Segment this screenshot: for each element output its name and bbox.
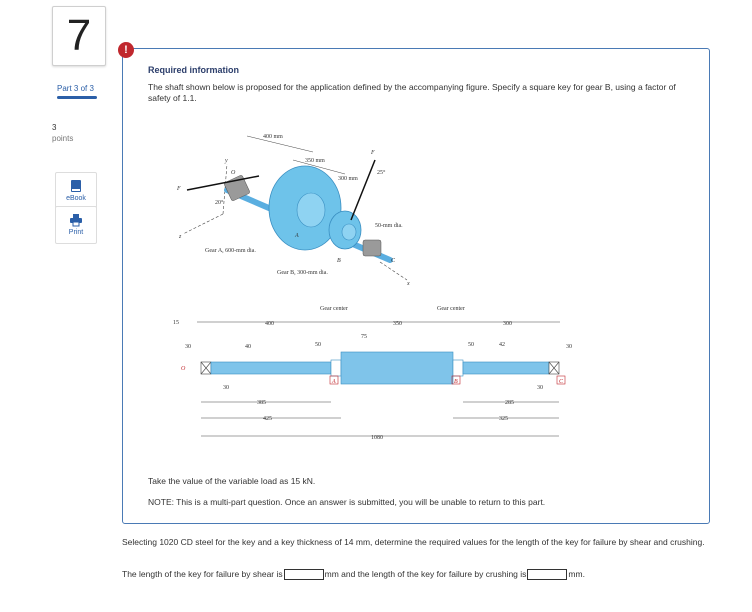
dim-350: 350 bbox=[393, 321, 402, 327]
shear-length-input[interactable] bbox=[284, 569, 324, 580]
dia-40: 40 bbox=[245, 344, 251, 350]
dim-1080: 1080 bbox=[371, 435, 383, 441]
required-heading: Required information bbox=[148, 65, 240, 75]
points-block bbox=[52, 122, 73, 144]
bearing-c bbox=[363, 240, 381, 256]
print-label: Print bbox=[68, 229, 84, 236]
printer-icon bbox=[69, 213, 83, 227]
selecting-text: Selecting 1020 CD steel for the key and a key thickness of 14 mm, determine the required values for the length of the key for failure by shear and crushing. bbox=[122, 537, 705, 547]
keyseat-b bbox=[453, 360, 463, 376]
ebook-button[interactable] bbox=[55, 172, 97, 210]
answer-prefix: The length of the key for failure by shear is bbox=[122, 569, 283, 579]
dim-300mm: 300 mm bbox=[338, 176, 358, 182]
dim-400: 400 bbox=[265, 321, 274, 327]
shaft-seg-75 bbox=[341, 352, 453, 384]
answer-row bbox=[122, 569, 585, 580]
gear-a-hub bbox=[297, 193, 325, 227]
problem-description: The shaft shown below is proposed for the application defined by the accompanying figure. Specify a square key for gear B, using a factor of safety of 1.1. bbox=[148, 82, 676, 103]
isometric-drawing bbox=[176, 134, 410, 287]
answer-middle: mm and the length of the key for failure by crushing is bbox=[324, 569, 527, 579]
label-z: z bbox=[179, 234, 182, 240]
label-c-top: C bbox=[391, 258, 396, 264]
dia-75: 75 bbox=[361, 334, 367, 340]
keyseat-a bbox=[331, 360, 341, 376]
crushing-length-input[interactable] bbox=[527, 569, 567, 580]
dim-400mm: 400 mm bbox=[263, 134, 283, 140]
multipart-note: NOTE: This is a multi-part question. Once an answer is submitted, you will be unable to return to this part. bbox=[148, 497, 546, 507]
gear-b-hub bbox=[342, 224, 356, 240]
dia-50-left: 50 bbox=[315, 342, 321, 348]
dia-50-right: 50 bbox=[468, 342, 474, 348]
z-axis bbox=[183, 214, 223, 234]
force-fb-arrow bbox=[351, 160, 375, 220]
label-a-top: A bbox=[295, 233, 299, 239]
dia-30-left: 30 bbox=[185, 344, 191, 350]
label-o-top: O bbox=[231, 170, 236, 176]
dim-325: 325 bbox=[499, 416, 508, 422]
dim-425: 425 bbox=[263, 416, 272, 422]
gear-a-label: Gear A, 600-mm dia. bbox=[205, 248, 256, 254]
shaft-seg-42 bbox=[463, 362, 549, 374]
label-c-bottom: C bbox=[559, 379, 564, 385]
points-label: points bbox=[52, 134, 74, 143]
dia-50mm: 50-mm dia. bbox=[375, 223, 403, 229]
dim-300: 300 bbox=[503, 321, 512, 327]
answer-suffix: mm. bbox=[568, 569, 585, 579]
variable-load-text: Take the value of the variable load as 15 kN. bbox=[148, 476, 316, 486]
book-icon bbox=[69, 179, 83, 193]
label-a-bottom: A bbox=[332, 379, 336, 385]
angle-20: 20° bbox=[215, 200, 224, 206]
x-axis bbox=[380, 262, 407, 280]
ebook-label: eBook bbox=[66, 195, 86, 202]
part-label: Part 3 of 3 bbox=[57, 84, 94, 93]
question-number: 7 bbox=[52, 6, 106, 66]
shaft-seg-40 bbox=[211, 362, 331, 374]
angle-25: 25° bbox=[377, 170, 386, 176]
alert-icon: ! bbox=[118, 42, 134, 58]
dimensioned-drawing bbox=[173, 306, 572, 441]
gear-center-right: Gear center bbox=[437, 306, 465, 312]
part-progress-bar bbox=[57, 96, 97, 99]
gear-center-left: Gear center bbox=[320, 306, 348, 312]
dim-350mm: 350 mm bbox=[305, 158, 325, 164]
label-fa: F bbox=[177, 186, 181, 192]
dim-285: 285 bbox=[505, 400, 514, 406]
dim-385: 385 bbox=[257, 400, 266, 406]
label-o-bottom: O bbox=[181, 366, 186, 372]
gear-b-label: Gear B, 300-mm dia. bbox=[277, 270, 328, 276]
label-y: y bbox=[225, 158, 228, 164]
dia-30-right: 30 bbox=[566, 344, 572, 350]
dia-42: 42 bbox=[499, 342, 505, 348]
points-value: 3 bbox=[52, 123, 57, 132]
dim-30-bottom-left: 30 bbox=[223, 385, 229, 391]
dim-30-bottom-right: 30 bbox=[537, 385, 543, 391]
label-b-top: B bbox=[337, 258, 341, 264]
dim-15: 15 bbox=[173, 320, 179, 326]
label-fb: F bbox=[371, 150, 375, 156]
print-button[interactable] bbox=[55, 206, 97, 244]
label-b-bottom: B bbox=[454, 379, 458, 385]
label-x: x bbox=[407, 281, 410, 287]
shaft-figure bbox=[165, 112, 590, 452]
